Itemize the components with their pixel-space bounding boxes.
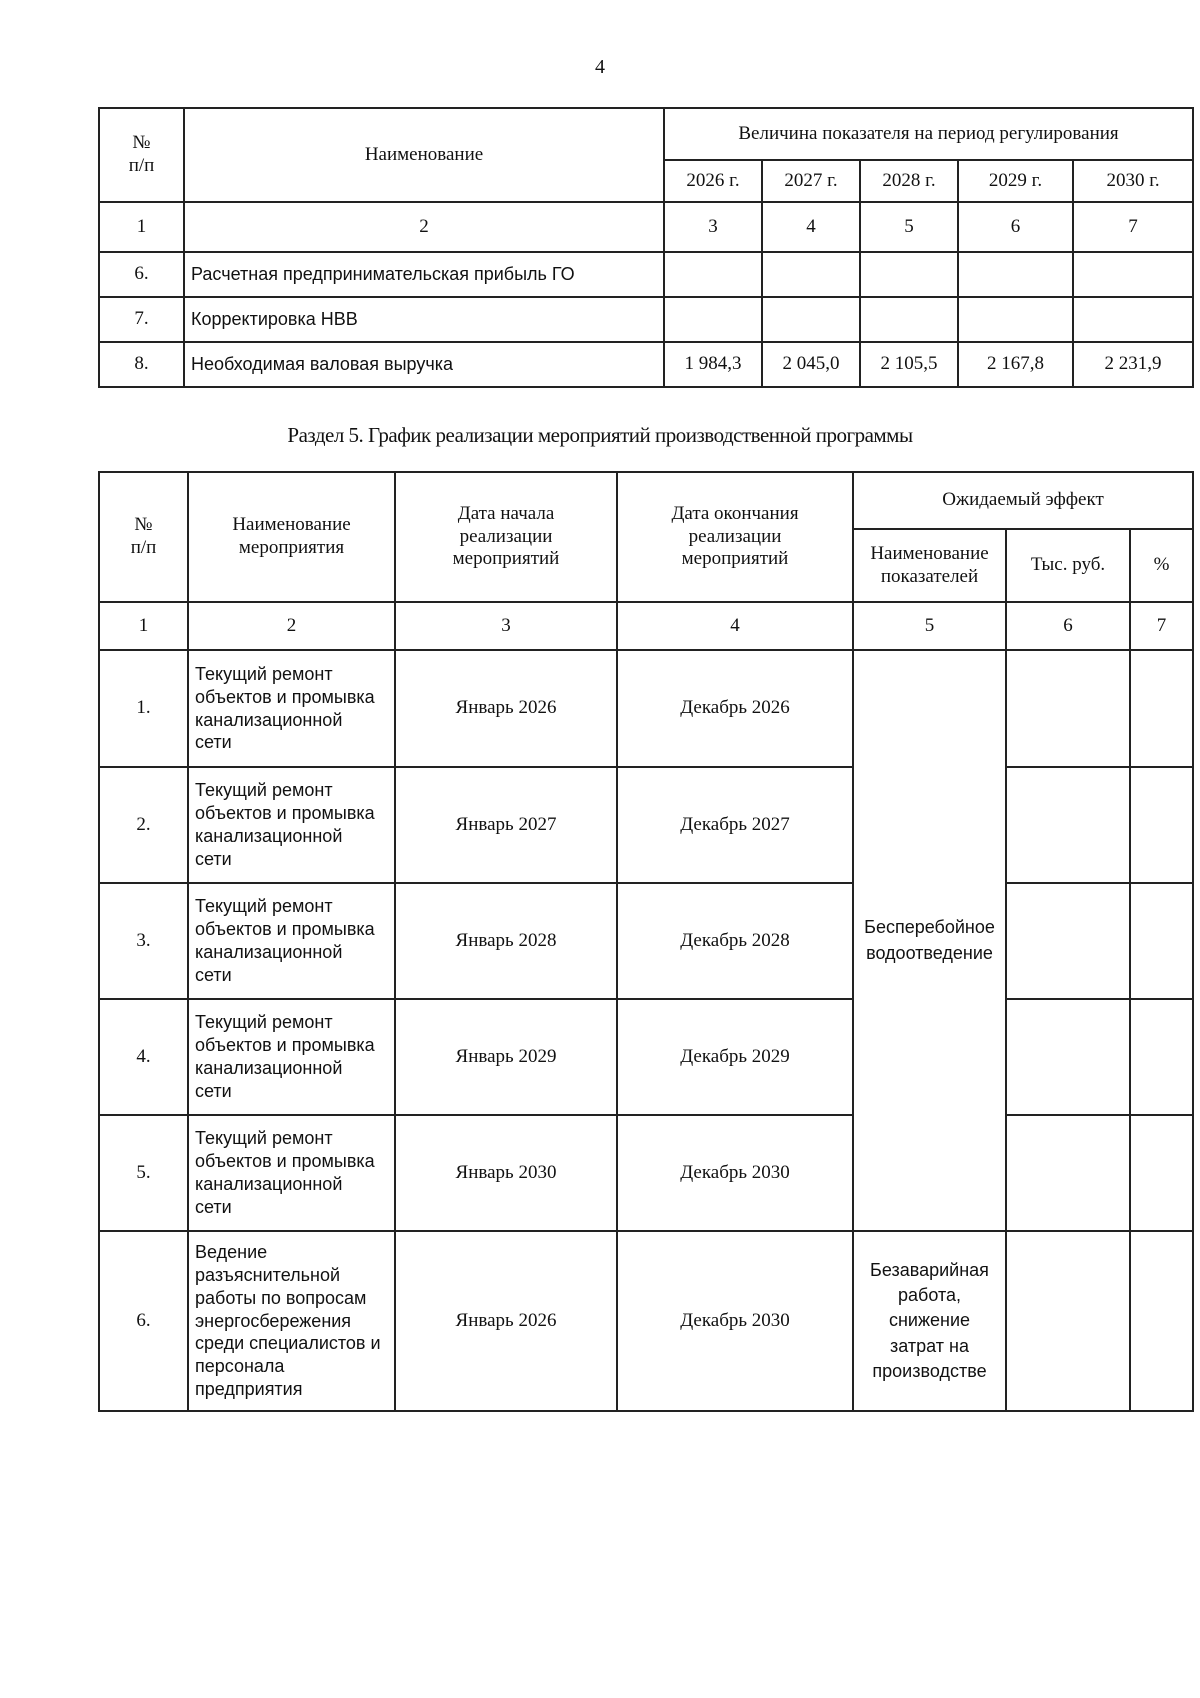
- row-thousand-rub: [1006, 767, 1130, 883]
- table-row: [99, 297, 1193, 342]
- table-row: [99, 999, 1193, 1115]
- row-percent: [1130, 650, 1193, 767]
- col-number: 6: [958, 202, 1073, 252]
- row-value: [762, 252, 860, 297]
- row-thousand-rub: [1006, 1231, 1130, 1411]
- col-number: 1: [99, 602, 188, 650]
- table-row: [99, 252, 1193, 297]
- row-end-date: Декабрь 2027: [617, 767, 853, 883]
- header-year: 2028 г.: [860, 160, 958, 202]
- table-row: [99, 650, 1193, 767]
- row-name: Ведение разъяснительной работы по вопросам энергосбережения среди специалистов и персонала предприятия: [188, 1231, 395, 1411]
- col-number: 3: [664, 202, 762, 252]
- row-value: [958, 252, 1073, 297]
- table-row: [99, 767, 1193, 883]
- row-value: [860, 297, 958, 342]
- row-start-date: Январь 2029: [395, 999, 617, 1115]
- row-name: Текущий ремонт объектов и промывка канализационной сети: [188, 767, 395, 883]
- page-number: 4: [595, 56, 605, 78]
- col-number: 4: [762, 202, 860, 252]
- row-value: 2 045,0: [762, 342, 860, 387]
- header-period-group: Величина показателя на период регулирования: [664, 108, 1193, 160]
- row-percent: [1130, 999, 1193, 1115]
- row-num: 4.: [99, 999, 188, 1115]
- col-number: 2: [188, 602, 395, 650]
- effect-cell: Безаварийная работа, снижение затрат на производстве: [853, 1231, 1006, 1411]
- row-value: [1073, 252, 1193, 297]
- row-start-date: Январь 2027: [395, 767, 617, 883]
- row-value: [860, 252, 958, 297]
- row-name: Расчетная предпринимательская прибыль ГО: [184, 252, 664, 297]
- header-num: № п/п: [99, 108, 184, 202]
- row-value: 2 105,5: [860, 342, 958, 387]
- table-row: [99, 342, 1193, 387]
- row-name: Текущий ремонт объектов и промывка канализационной сети: [188, 650, 395, 767]
- col-number: 7: [1073, 202, 1193, 252]
- header-percent: %: [1130, 529, 1193, 602]
- header-num: № п/п: [99, 472, 188, 602]
- header-year: 2030 г.: [1073, 160, 1193, 202]
- table-row: [99, 1231, 1193, 1411]
- header-year: 2027 г.: [762, 160, 860, 202]
- row-num: 6.: [99, 1231, 188, 1411]
- row-value: [1073, 297, 1193, 342]
- row-num: 7.: [99, 297, 184, 342]
- row-end-date: Декабрь 2030: [617, 1231, 853, 1411]
- schedule-table: [98, 471, 1194, 1412]
- col-number: 1: [99, 202, 184, 252]
- row-percent: [1130, 1115, 1193, 1231]
- row-start-date: Январь 2028: [395, 883, 617, 999]
- row-num: 6.: [99, 252, 184, 297]
- row-name: Текущий ремонт объектов и промывка канализационной сети: [188, 883, 395, 999]
- row-end-date: Декабрь 2030: [617, 1115, 853, 1231]
- row-name: Текущий ремонт объектов и промывка канализационной сети: [188, 999, 395, 1115]
- col-number: 3: [395, 602, 617, 650]
- row-thousand-rub: [1006, 999, 1130, 1115]
- row-thousand-rub: [1006, 650, 1130, 767]
- row-end-date: Декабрь 2026: [617, 650, 853, 767]
- row-value: 2 167,8: [958, 342, 1073, 387]
- col-number: 6: [1006, 602, 1130, 650]
- header-year: 2026 г.: [664, 160, 762, 202]
- col-number: 5: [853, 602, 1006, 650]
- row-name: Корректировка НВВ: [184, 297, 664, 342]
- row-value: 1 984,3: [664, 342, 762, 387]
- row-start-date: Январь 2030: [395, 1115, 617, 1231]
- row-value: 2 231,9: [1073, 342, 1193, 387]
- row-end-date: Декабрь 2029: [617, 999, 853, 1115]
- row-num: 3.: [99, 883, 188, 999]
- row-start-date: Январь 2026: [395, 1231, 617, 1411]
- row-value: [664, 297, 762, 342]
- row-percent: [1130, 1231, 1193, 1411]
- row-num: 8.: [99, 342, 184, 387]
- effect-cell: Бесперебойное водоотведение: [853, 650, 1006, 1231]
- table-row: [99, 883, 1193, 999]
- col-number: 5: [860, 202, 958, 252]
- section-title: Раздел 5. График реализации мероприятий производственной программы: [287, 423, 913, 447]
- row-thousand-rub: [1006, 883, 1130, 999]
- row-value: [762, 297, 860, 342]
- header-indicator: Наименование показателей: [853, 529, 1006, 602]
- row-name: Текущий ремонт объектов и промывка канализационной сети: [188, 1115, 395, 1231]
- row-percent: [1130, 883, 1193, 999]
- row-num: 2.: [99, 767, 188, 883]
- row-end-date: Декабрь 2028: [617, 883, 853, 999]
- header-end-date: Дата окончания реализации мероприятий: [617, 472, 853, 602]
- header-name: Наименование: [184, 108, 664, 202]
- header-expected-effect: Ожидаемый эффект: [853, 472, 1193, 529]
- table-row: [99, 1115, 1193, 1231]
- col-number: 2: [184, 202, 664, 252]
- row-value: [958, 297, 1073, 342]
- indicators-table: [98, 107, 1194, 388]
- header-start-date: Дата начала реализации мероприятий: [395, 472, 617, 602]
- row-thousand-rub: [1006, 1115, 1130, 1231]
- header-name: Наименование мероприятия: [188, 472, 395, 602]
- header-year: 2029 г.: [958, 160, 1073, 202]
- header-thousand-rub: Тыс. руб.: [1006, 529, 1130, 602]
- col-number: 7: [1130, 602, 1193, 650]
- row-name: Необходимая валовая выручка: [184, 342, 664, 387]
- row-value: [664, 252, 762, 297]
- row-num: 1.: [99, 650, 188, 767]
- row-percent: [1130, 767, 1193, 883]
- row-start-date: Январь 2026: [395, 650, 617, 767]
- row-num: 5.: [99, 1115, 188, 1231]
- col-number: 4: [617, 602, 853, 650]
